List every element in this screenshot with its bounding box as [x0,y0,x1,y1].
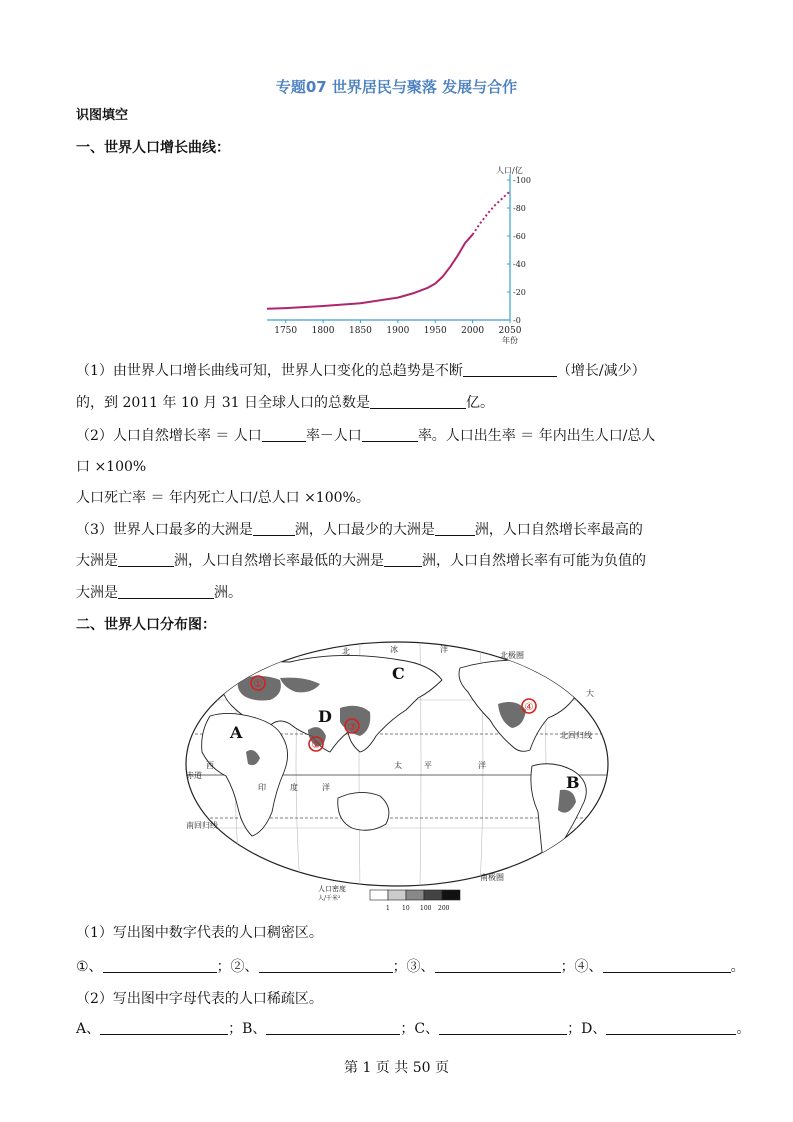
x-tick-label: 1900 [386,326,410,336]
q3-blank-lowest[interactable] [384,552,422,567]
q1-line2 [76,392,726,412]
letter-a: A [230,723,243,742]
q2-item-a: A、 [76,1021,101,1037]
legend-title: 人口密度 [318,885,346,893]
y-tick-label: -20 [513,288,526,297]
q1-text-b: （增长/减少） [556,363,646,379]
label-bing: 冰 [390,645,398,654]
x-axis-label: 年份 [502,336,518,345]
q1-blank-total[interactable] [370,394,466,409]
legend-value-10: 10 [402,905,410,912]
q3-text-h: 洲。 [214,585,242,601]
y-tick-label: -60 [513,232,526,241]
map-q1-blanks [76,956,745,976]
world-population-map [180,640,615,915]
marker-2: ② [311,740,321,751]
q2-blank-d[interactable] [606,1020,736,1035]
x-tick-label: 1750 [274,326,298,336]
legend-value-200: 200 [438,905,450,912]
label-antarctic-circle: 南极圈 [480,873,504,882]
q2-line1 [76,425,726,445]
label-yang3: 洋 [322,783,330,792]
label-bei: 北 [342,647,350,656]
q3-line3 [76,582,726,602]
q2-item-end: 。 [736,1021,751,1037]
map-q1: （1）写出图中数字代表的人口稠密区。 [76,925,323,941]
x-tick-label: 1850 [349,326,372,336]
label-yang: 洋 [440,645,448,654]
q3-blank-least[interactable] [435,521,475,536]
q1-item-4: ；④、 [560,959,603,975]
q1-blank-1[interactable] [103,958,217,973]
q2-item-c: ；C、 [400,1021,440,1037]
section2-heading: 二、世界人口分布图： [76,617,216,633]
q2-blank-a[interactable] [100,1020,228,1035]
q2-blank-c[interactable] [439,1020,567,1035]
letter-c: C [392,664,405,683]
q3-text-e: 洲，人口自然增长率最低的大洲是 [174,553,384,569]
x-tick-label: 1800 [311,326,335,336]
map-q2-blanks [76,1018,751,1038]
q2-text-a: （2）人口自然增长率 ＝ 人口 [76,428,262,444]
q2-blank-b[interactable] [266,1020,400,1035]
q2-text-b: 率－人口 [305,428,362,444]
projected-population-line [473,191,510,234]
q1-item-3: ；③、 [392,959,435,975]
label-yang2: 洋 [478,761,486,770]
q3-text-b: 洲，人口最少的大洲是 [294,522,435,538]
q1-blank-4[interactable] [603,958,731,973]
q3-blank-highest[interactable] [118,552,174,567]
q3-line1 [76,519,726,539]
q1-item-2: ；②、 [216,959,259,975]
subhead: 识图填空 [76,108,129,123]
x-tick-label: 1950 [423,326,447,336]
marker-4: ④ [524,702,534,713]
legend-unit: 人/千米² [318,895,341,902]
label-xi: 西 [206,761,214,770]
label-tropic-capricorn: 南回归线 [186,821,218,830]
label-yin: 印 [258,783,266,792]
y-tick-label: -100 [513,176,531,185]
label-tai: 太 [394,761,402,770]
q2-line3: 人口死亡率 ＝ 年内死亡人口/总人口 ×100%。 [76,490,370,506]
legend-value-1: 1 [386,905,390,912]
letter-b: B [566,773,580,792]
page-footer: 第 1 页 共 50 页 [344,1060,449,1076]
marker-1: ① [253,679,263,690]
section1-heading: 一、世界人口增长曲线： [76,140,230,156]
marker-3: ③ [347,722,357,733]
q1-blank-trend[interactable] [463,362,557,377]
q3-blank-most[interactable] [253,521,295,536]
y-tick-label: -0 [513,316,521,325]
q2-item-b: ；B、 [228,1021,267,1037]
label-da: 大 [586,689,594,698]
q1-text-c: 的，到 2011 年 10 月 31 日全球人口的总数是 [76,395,370,411]
y-tick-label: -80 [513,204,526,213]
letter-d: D [318,707,332,726]
label-du: 度 [290,783,298,792]
label-equator: 赤道 [186,771,202,780]
population-growth-chart [255,160,535,350]
q3-blank-negative[interactable] [118,584,214,599]
q2-line2: 口 ×100% [76,459,147,475]
q1-blank-2[interactable] [259,958,393,973]
q2-item-d: ；D、 [567,1021,607,1037]
y-axis-label: 人口/亿 [496,166,523,175]
q2-blank-birth[interactable] [262,427,306,442]
population-line [267,235,473,309]
x-tick-label: 2050 [498,326,522,336]
page-title: 专题07 世界居民与聚落 发展与合作 [275,78,518,96]
q3-text-a: （3）世界人口最多的大洲是 [76,522,253,538]
q1-item-1: ①、 [76,959,103,975]
label-tropic-cancer: 北回归线 [560,731,592,740]
q2-text-c: 率。人口出生率 ＝ 年内出生人口/总人 [417,428,656,444]
label-arctic-circle: 北极圈 [500,651,524,660]
q3-text-c: 洲，人口自然增长率最高的 [474,522,643,538]
q1-text-a: （1）由世界人口增长曲线可知，世界人口变化的总趋势是不断 [76,363,463,379]
map-q2: （2）写出图中字母代表的人口稀疏区。 [76,991,323,1007]
q3-text-f: 洲，人口自然增长率有可能为负值的 [422,553,646,569]
q3-line2 [76,550,726,570]
q2-blank-death[interactable] [362,427,418,442]
q3-text-g: 大洲是 [76,585,118,601]
y-tick-label: -40 [513,260,526,269]
q1-line1 [76,360,726,380]
label-ping: 平 [424,761,432,770]
legend-value-100: 100 [420,905,432,912]
q1-blank-3[interactable] [435,958,561,973]
q1-item-end: 。 [730,959,745,975]
q3-text-d: 大洲是 [76,553,118,569]
map-legend [318,884,460,912]
x-tick-label: 2000 [461,326,485,336]
q1-text-d: 亿。 [465,395,494,411]
